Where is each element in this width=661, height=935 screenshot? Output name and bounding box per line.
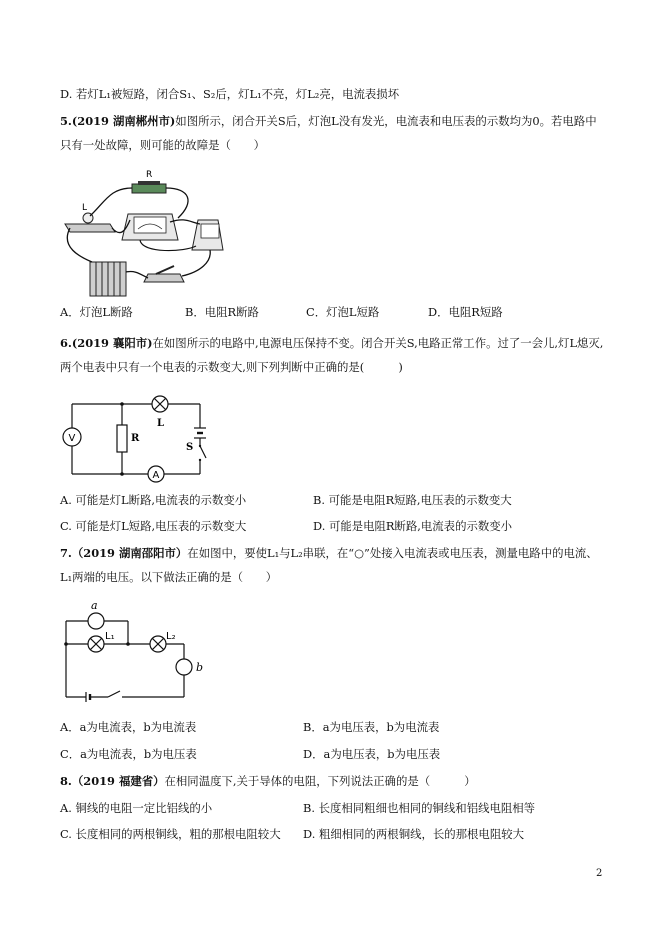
q7-label-a: a (91, 599, 98, 612)
q6-option-c: C. 可能是灯L短路,电压表的示数变大 (60, 519, 247, 533)
q7-stem-line1 (60, 545, 598, 561)
page-number: 2 (596, 868, 603, 879)
q7-option-b: B．a为电压表，b为电流表 (303, 720, 440, 734)
q7-option-a: A．a为电流表，b为电流表 (60, 720, 197, 734)
q5-switch (144, 274, 184, 282)
q7-label-l1: L₁ (105, 631, 115, 642)
q6-label-l: L (157, 418, 165, 429)
q7-circuit-figure (60, 597, 210, 705)
q7-meter-b (176, 659, 192, 675)
q6-stem-line1 (60, 335, 603, 351)
q6-stem-line2: 两个电表中只有一个电表的示数变大,则下列判断中正确的是( ) (60, 360, 403, 374)
q8-option-a: A. 铜线的电阻一定比铝线的小 (60, 801, 213, 815)
q5-resistor (132, 184, 166, 193)
q6-label-r: R (131, 433, 140, 444)
q7-source: 7.（2019 湖南邵阳市） (60, 546, 188, 560)
q4-option-d: D. 若灯L₁被短路，闭合S₁、S₂后，灯L₁不亮，灯L₂亮，电流表损坏 (60, 87, 400, 101)
q5-circuit-figure (60, 162, 225, 302)
q5-label-r: R (146, 170, 153, 180)
q7-label-b: b (196, 661, 204, 674)
q5-option-c: C．灯泡L短路 (306, 305, 380, 319)
q7-switch (108, 691, 120, 697)
q8-source: 8.（2019 福建省） (60, 774, 165, 788)
q5-stem-line1 (60, 113, 597, 129)
q6-option-a: A. 可能是灯L断路,电流表的示数变小 (60, 493, 247, 507)
q5-stem-line2: 只有一处故障，则可能的故障是（ ） (60, 138, 266, 152)
q7-label-l2: L₂ (166, 631, 176, 642)
q5-option-b: B．电阻R断路 (185, 305, 259, 319)
q5-label-l: L (82, 203, 88, 213)
q6-resistor (117, 425, 127, 452)
q8-option-c: C. 长度相同的两根铜线，粗的那根电阻较大 (60, 827, 281, 841)
q6-label-s: S (186, 442, 194, 453)
q5-text: 如图所示，闭合开关S后，灯泡L没有发光，电流表和电压表的示数均为0。若电路中 (175, 114, 597, 128)
q7-text: 在如图中，要使L₁与L₂串联，在“○”处接入电流表或电压表，测量电路中的电流、 (187, 546, 598, 560)
q8-option-d: D. 粗细相同的两根铜线，长的那根电阻较大 (303, 827, 525, 841)
q6-label-a: A (152, 470, 160, 481)
q8-text: 在相同温度下,关于导体的电阻，下列说法正确的是（ ） (164, 774, 476, 788)
q6-label-v: V (68, 433, 76, 444)
q6-option-b: B. 可能是电阻R短路,电压表的示数变大 (313, 493, 512, 507)
q6-circuit-figure (60, 392, 220, 484)
q7-stem-line2: L₁两端的电压。以下做法正确的是（ ） (60, 570, 278, 584)
q7-option-c: C．a为电流表，b为电压表 (60, 747, 197, 761)
q6-option-d: D. 可能是电阻R断路,电流表的示数变小 (313, 519, 513, 533)
q7-option-d: D．a为电压表，b为电压表 (303, 747, 441, 761)
q6-text: 在如图所示的电路中,电源电压保持不变。闭合开关S,电路正常工作。过了一会儿,灯L熄灭, (152, 336, 604, 350)
q5-source: 5.(2019 湖南郴州市) (60, 114, 176, 128)
q8-stem-line1 (60, 773, 476, 789)
q8-option-b: B. 长度相同粗细也相同的铜线和铝线电阻相等 (303, 801, 536, 815)
q7-meter-a (88, 613, 104, 629)
q5-option-a: A．灯泡L断路 (60, 305, 133, 319)
q6-switch (200, 446, 206, 458)
q5-option-d: D．电阻R短路 (428, 305, 503, 319)
q6-source: 6.(2019 襄阳市) (60, 336, 153, 350)
